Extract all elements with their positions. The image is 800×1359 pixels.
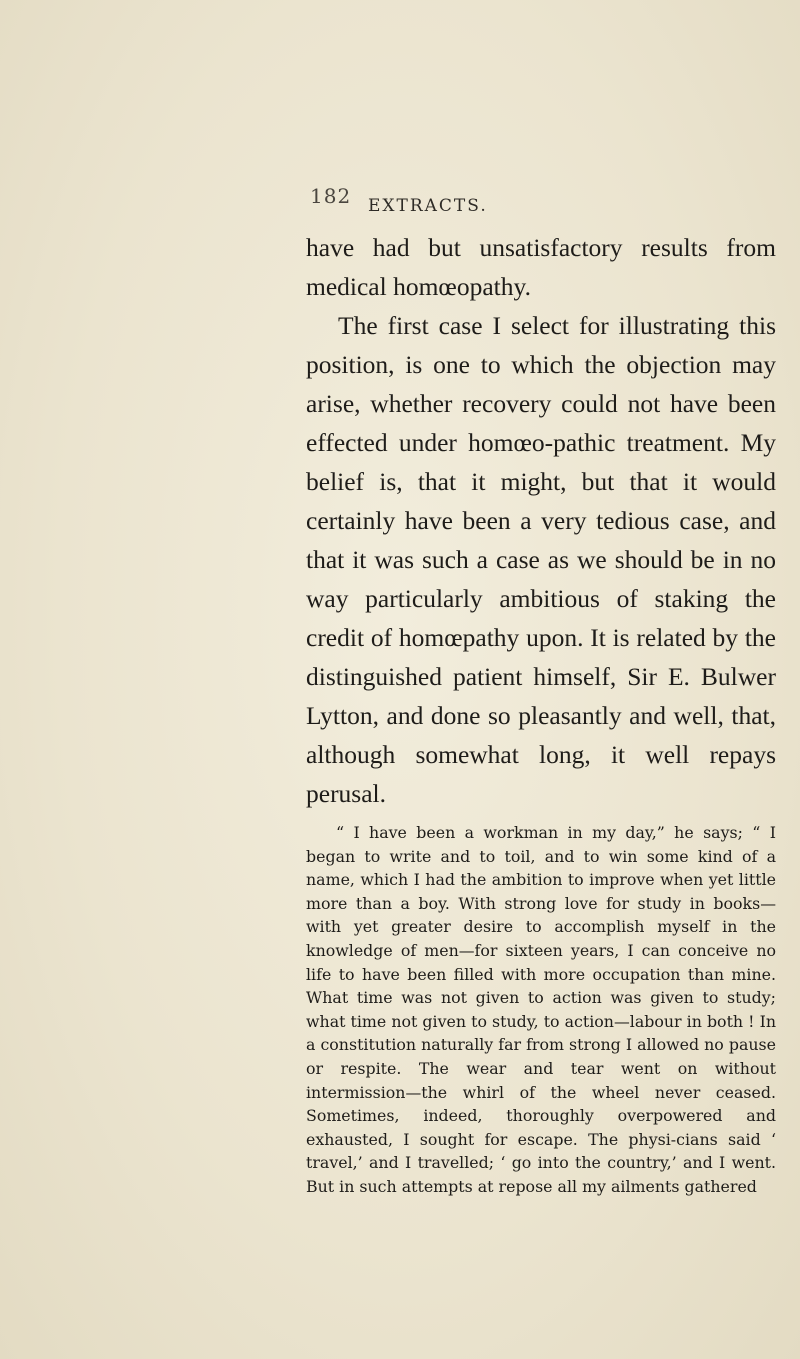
paragraph-first-case: The first case I select for illustrating this position, is one to which the objection may arise, whether recovery could not have been effected under homœo-pathic treatment. My belief is, that it might, but that it would certainly have been a very tedious case, and that it was such a case as we should be in no way particularly ambitious of staking the credit of homœpathy upon. It is related by the distinguished patient himself, Sir E. Bulwer Lytton, and done so pleasantly and well, that, although somewhat long, it well repays perusal. [306, 311, 776, 808]
body-text [306, 228, 776, 1199]
running-head: EXTRACTS. [368, 196, 488, 216]
page-number: 182 [310, 184, 352, 208]
quotation-block: “ I have been a workman in my day,” he says; “ I began to write and to toil, and to win some kind of a name, which I had the ambition to improve when yet little more than a boy. With strong love for study in books—with yet greater desire to accomplish myself in the knowledge of men—for sixteen years, I can conceive no life to have been filled with more occupation than mine. What time was not given to action was given to study; what time not given to study, to action—labour in both ! In a constitution naturally far from strong I allowed no pause or respite. The wear and tear went on without intermission—the whirl of the wheel never ceased. Sometimes, indeed, thoroughly overpowered and exhausted, I sought for escape. The physi-cians said ‘ travel,’ and I travelled; ‘ go into the country,’ and I went. But in such attempts at repose all my ailments gathered [306, 823, 776, 1196]
paragraph-continuation: have had but unsatisfactory results from medical homœopathy. [306, 233, 776, 301]
